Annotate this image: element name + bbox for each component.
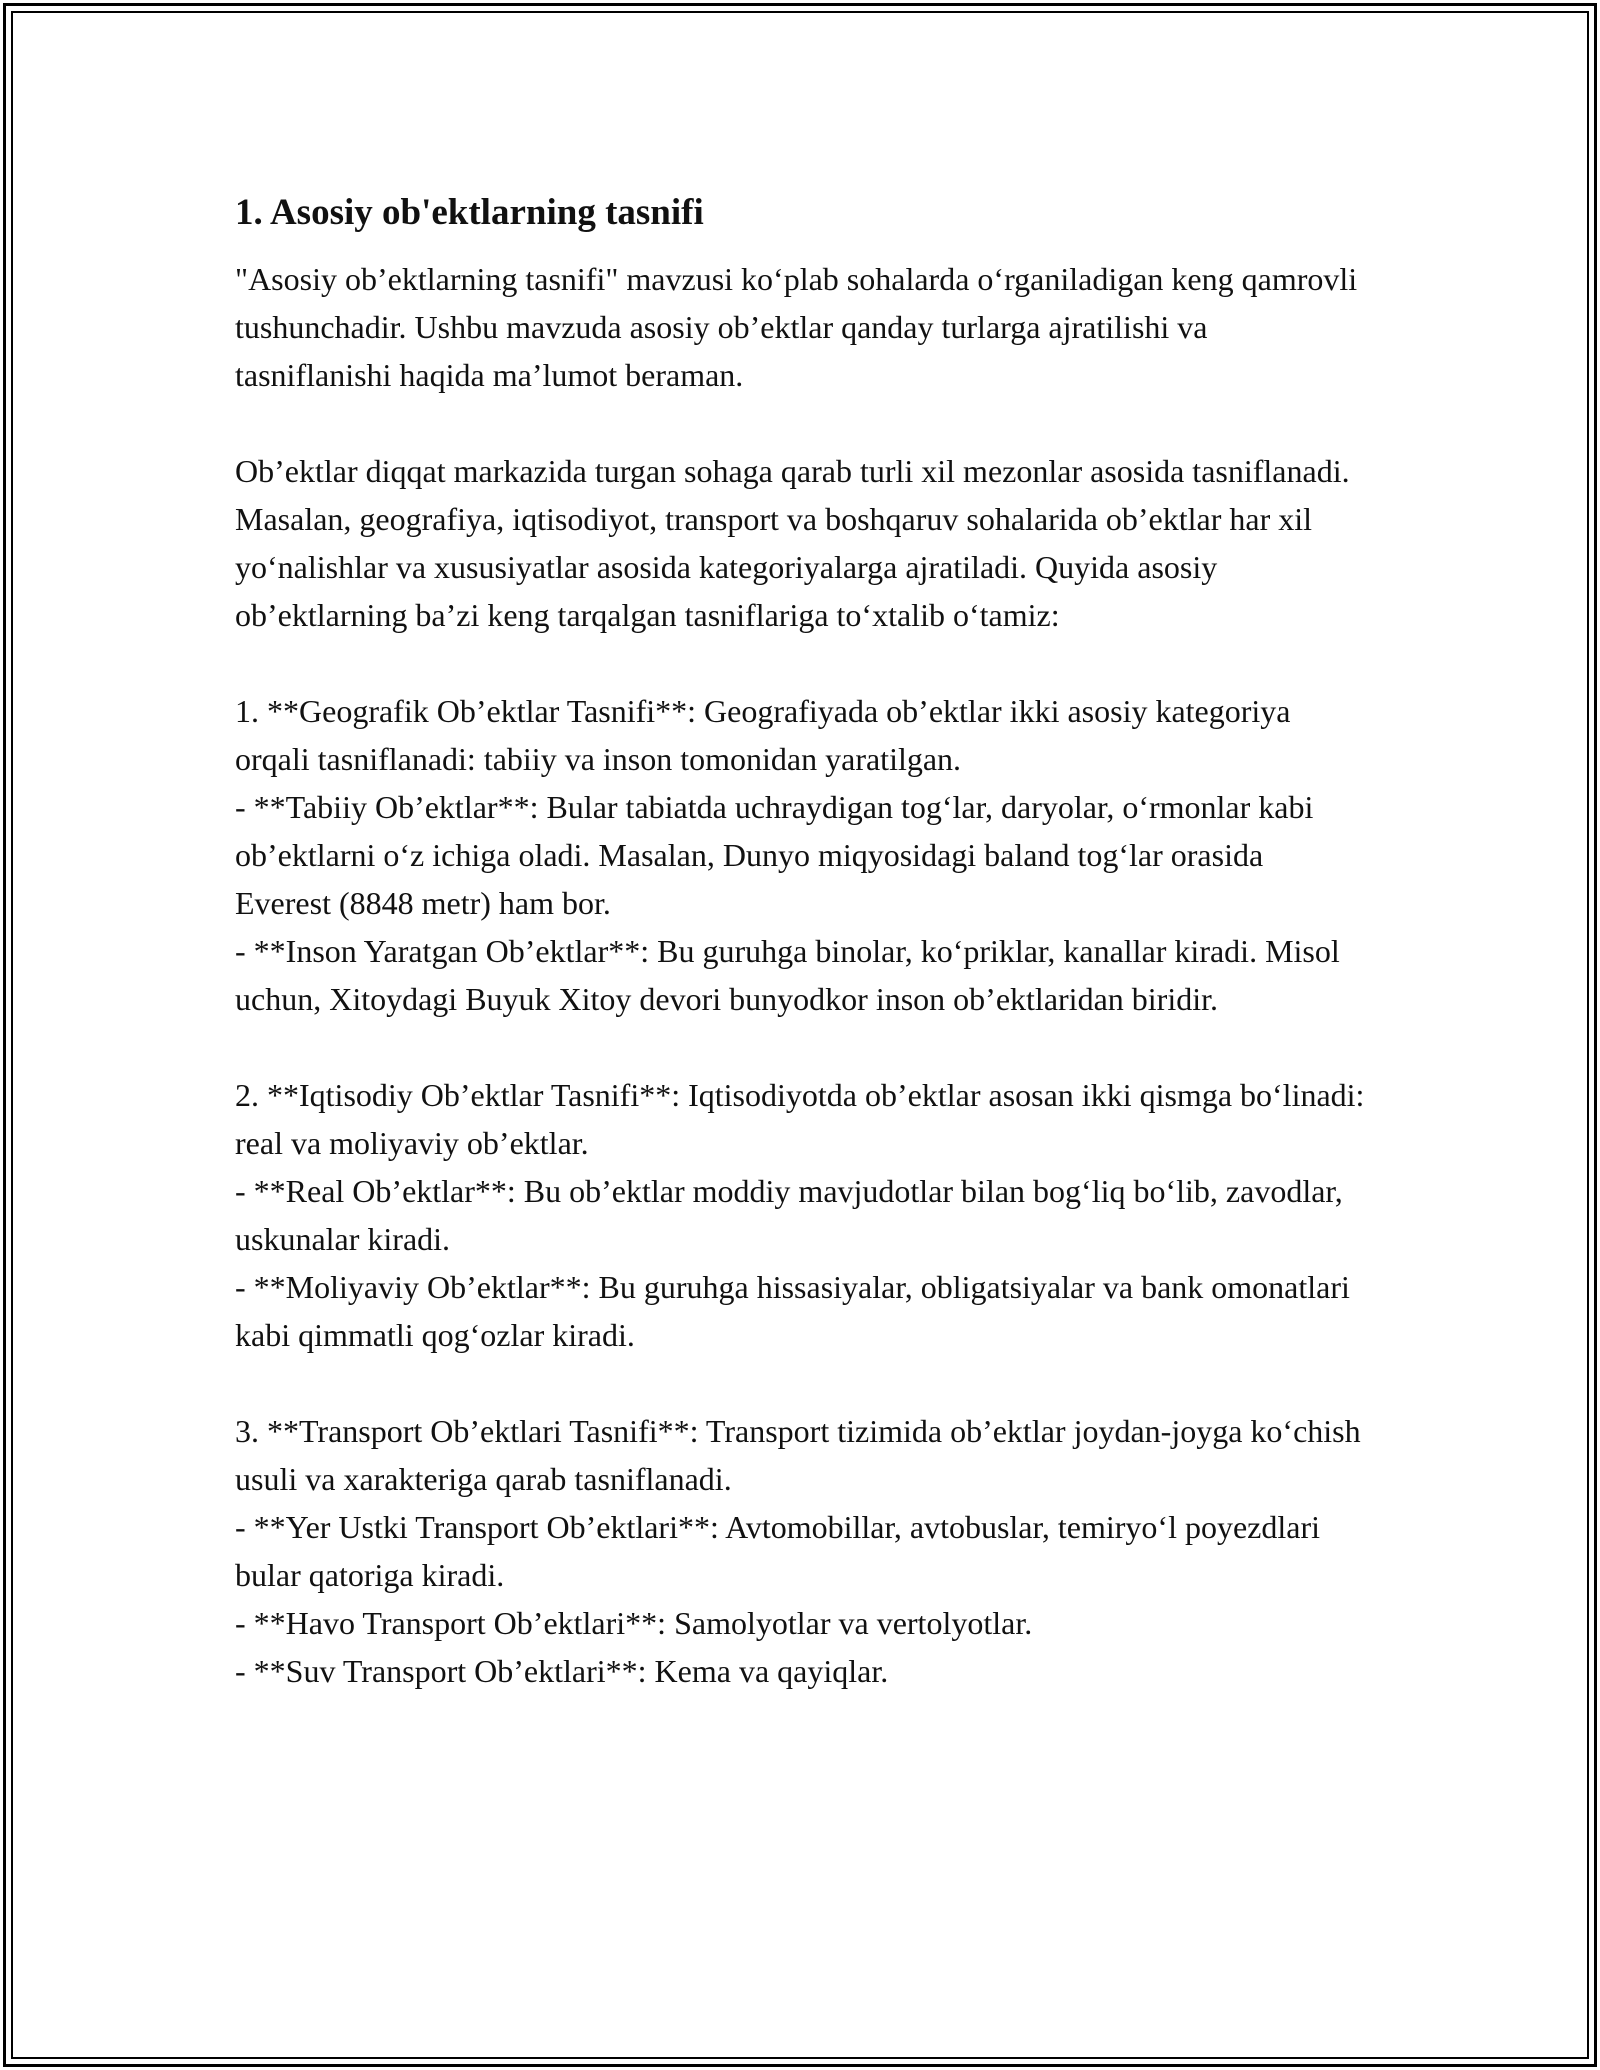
transport-section: 3. **Transport Ob’ektlari Tasnifi**: Transport tizimida ob’ektlar joydan-joyga ko‘chish usuli va xarakteriga qarab tasniflanadi. - **Yer Ustki Transport Ob’ektlari**: Avtomobillar, avtobuslar, temiryo‘l poyezdlari bular qatoriga kiradi. - **Havo Transport Ob’ektlari**: Samolyotlar va vertolyotlar. - **Suv Transport Ob’ektlari**: Kema va qayiqlar. bbox=[235, 1413, 1361, 1689]
page-title: 1. Asosiy ob'ektlarning tasnifi bbox=[235, 192, 704, 233]
document-body bbox=[235, 185, 1365, 1695]
intro-paragraph: "Asosiy ob’ektlarning tasnifi" mavzusi ko‘plab sohalarda o‘rganiladigan keng qamrovli tushunchadir. Ushbu mavzuda asosiy ob’ektlar qanday turlarga ajratilishi va tasniflanishi haqida ma’lumot beraman. bbox=[235, 261, 1358, 393]
overview-paragraph: Ob’ektlar diqqat markazida turgan sohaga qarab turli xil mezonlar asosida tasniflanadi. Masalan, geografiya, iqtisodiyot, transport va boshqaruv sohalarida ob’ektlar har xil yo‘nalishlar va xususiyatlar asosida kategoriyalarga ajratiladi. Quyida asosiy ob’ektlarning ba’zi keng tarqalgan tasniflariga to‘xtalib o‘tamiz: bbox=[235, 453, 1350, 633]
geographic-section: 1. **Geografik Ob’ektlar Tasnifi**: Geografiyada ob’ektlar ikki asosiy kategoriya orqali tasniflanadi: tabiiy va inson tomonidan yaratilgan. - **Tabiiy Ob’ektlar**: Bular tabiatda uchraydigan tog‘lar, daryolar, o‘rmonlar kabi ob’ektlarni o‘z ichiga oladi. Masalan, Dunyo miqyosidagi baland tog‘lar orasida Everest (8848 metr) ham bor. - **Inson Yaratgan Ob’ektlar**: Bu guruhga binolar, ko‘priklar, kanallar kiradi. Misol uchun, Xitoydagi Buyuk Xitoy devori bunyodkor inson ob’ektlaridan biridir. bbox=[235, 693, 1340, 1017]
economic-section: 2. **Iqtisodiy Ob’ektlar Tasnifi**: Iqtisodiyotda ob’ektlar asosan ikki qismga bo‘linadi: real va moliyaviy ob’ektlar. - **Real Ob’ektlar**: Bu ob’ektlar moddiy mavjudotlar bilan bog‘liq bo‘lib, zavodlar, uskunalar kiradi. - **Moliyaviy Ob’ektlar**: Bu guruhga hissasiyalar, obligatsiyalar va bank omonatlari kabi qimmatli qog‘ozlar kiradi. bbox=[235, 1077, 1365, 1353]
